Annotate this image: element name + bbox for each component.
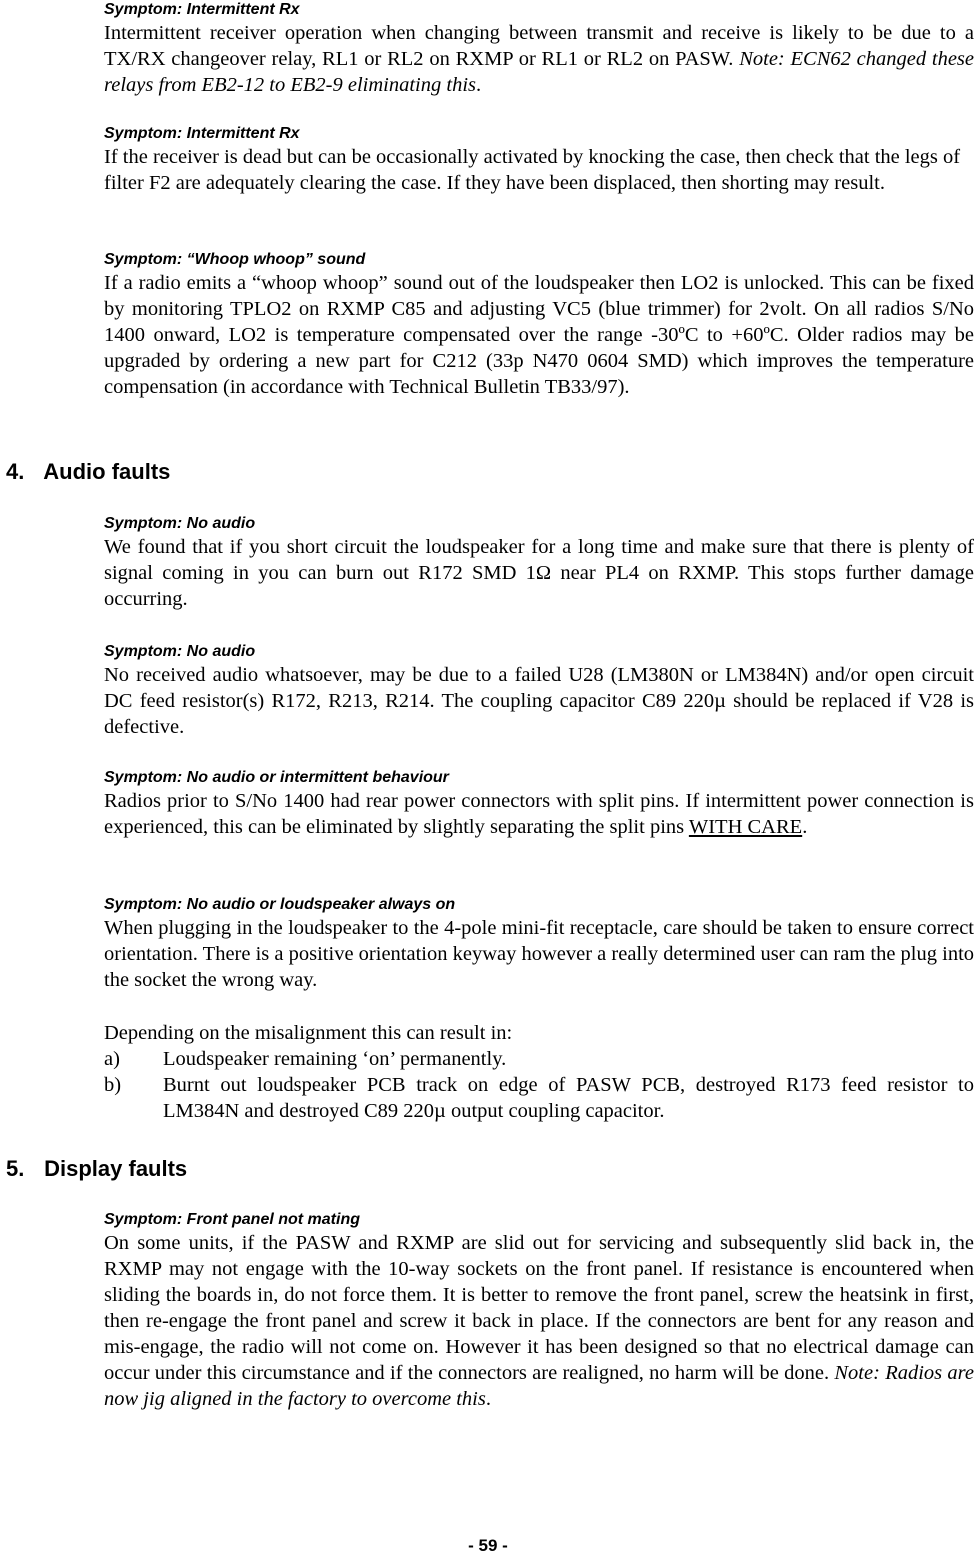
symptom-heading: Symptom: Intermittent Rx — [104, 1, 300, 18]
symptom-body: Intermittent receiver operation when changing between transmit and receive is likely to be due to a TX/RX changeover relay, RL1 or RL2 on RXMP or RL1 or RL2 on PASW. Note: ECN62 changed these relays from EB2-12 to EB2-9 eliminating this. — [104, 22, 974, 96]
symptom-no-audio-1 — [104, 514, 974, 612]
symptom-loudspeaker-always-on — [104, 895, 974, 993]
symptom-heading: Symptom: No audio — [104, 643, 256, 660]
symptom-no-audio-2 — [104, 642, 974, 740]
page-number: - 59 - — [468, 1536, 508, 1555]
list-marker: b) — [104, 1074, 122, 1096]
symptom-body: On some units, if the PASW and RXMP are slid out for servicing and subsequently slid back in, the RXMP may not engage with the 10-way sockets on the front panel. If resistance is encountered when sliding the boards in, do not force them. It is better to remove the front panel, screw the heatsink in first, then re-engage the front panel and screw it back in place. If the connectors are bent for any reason and mis-engage, the radio will not come on. However it has been designed so that no electrical damage can occur under this circumstance and if the connectors are realigned, no harm will be done. Note: Radios are now jig aligned in the factory to overcome this. — [104, 1232, 974, 1410]
symptom-body: When plugging in the loudspeaker to the 4-pole mini-fit receptacle, care should be taken to ensure correct orientation. There is a positive orientation keyway however a really determined user can ram the plug into the socket the wrong way. — [104, 917, 975, 991]
paragraph: Depending on the misalignment this can result in: — [104, 1022, 513, 1044]
symptom-intermittent-rx-1 — [104, 0, 974, 98]
symptom-heading: Symptom: No audio or loudspeaker always on — [104, 896, 456, 913]
list-text: Loudspeaker remaining ‘on’ permanently. — [163, 1048, 507, 1070]
symptom-body: Radios prior to S/No 1400 had rear power connectors with split pins. If intermittent power connection is experienced, this can be eliminated by slightly separating the split pins WITH CARE. — [104, 790, 974, 838]
symptom-intermittent-rx-2 — [104, 124, 974, 196]
emphasis-underline: WITH CARE — [688, 816, 803, 838]
section-heading-display-faults: 5. Display faults — [6, 1156, 188, 1181]
symptom-body: We found that if you short circuit the loudspeaker for a long time and make sure that there is plenty of signal coming in you can burn out R172 SMD 1Ω near PL4 on RXMP. This stops further damage occurring. — [104, 536, 974, 610]
note-text: Note: ECN62 changed these relays from EB2-12 to EB2-9 eliminating this — [104, 48, 974, 96]
symptom-heading: Symptom: No audio — [104, 515, 256, 532]
section-heading-audio-faults: 4. Audio faults — [6, 459, 171, 484]
symptom-heading: Symptom: “Whoop whoop” sound — [104, 251, 366, 268]
note-text: Note: Radios are now jig aligned in the factory to overcome this — [104, 1362, 974, 1410]
symptom-body: If a radio emits a “whoop whoop” sound out of the loudspeaker then LO2 is unlocked. This can be fixed by monitoring TPLO2 on RXMP C85 and adjusting VC5 (blue trimmer) for 2volt. On all radios S/No 1400 onward, LO2 is temperature compensated over the range -30ºC to +60ºC. Older radios may be upgraded by ordering a new part for C212 (33p N470 0604 SMD) which improves the temperature compensation (in accordance with Technical Bulletin TB33/97). — [104, 272, 974, 398]
symptom-body: If the receiver is dead but can be occasionally activated by knocking the case, then check that the legs of filter F2 are adequately clearing the case. If they have been displaced, then shorting may result. — [104, 146, 961, 194]
symptom-heading: Symptom: Intermittent Rx — [104, 125, 300, 142]
symptom-whoop-sound — [104, 250, 974, 400]
symptom-heading: Symptom: No audio or intermittent behaviour — [104, 769, 449, 786]
symptom-body: No received audio whatsoever, may be due to a failed U28 (LM380N or LM384N) and/or open circuit DC feed resistor(s) R172, R213, R214. The coupling capacitor C89 220µ should be replaced if V28 is defective. — [104, 664, 974, 738]
list-text: Burnt out loudspeaker PCB track on edge of PASW PCB, destroyed R173 feed resistor to LM384N and destroyed C89 220µ output coupling capacitor. — [163, 1074, 974, 1122]
list-marker: a) — [104, 1048, 120, 1070]
symptom-no-audio-intermittent — [104, 768, 974, 840]
symptom-heading: Symptom: Front panel not mating — [104, 1211, 360, 1228]
symptom-front-panel-not-mating — [104, 1210, 974, 1412]
misalignment-intro — [104, 1020, 974, 1046]
